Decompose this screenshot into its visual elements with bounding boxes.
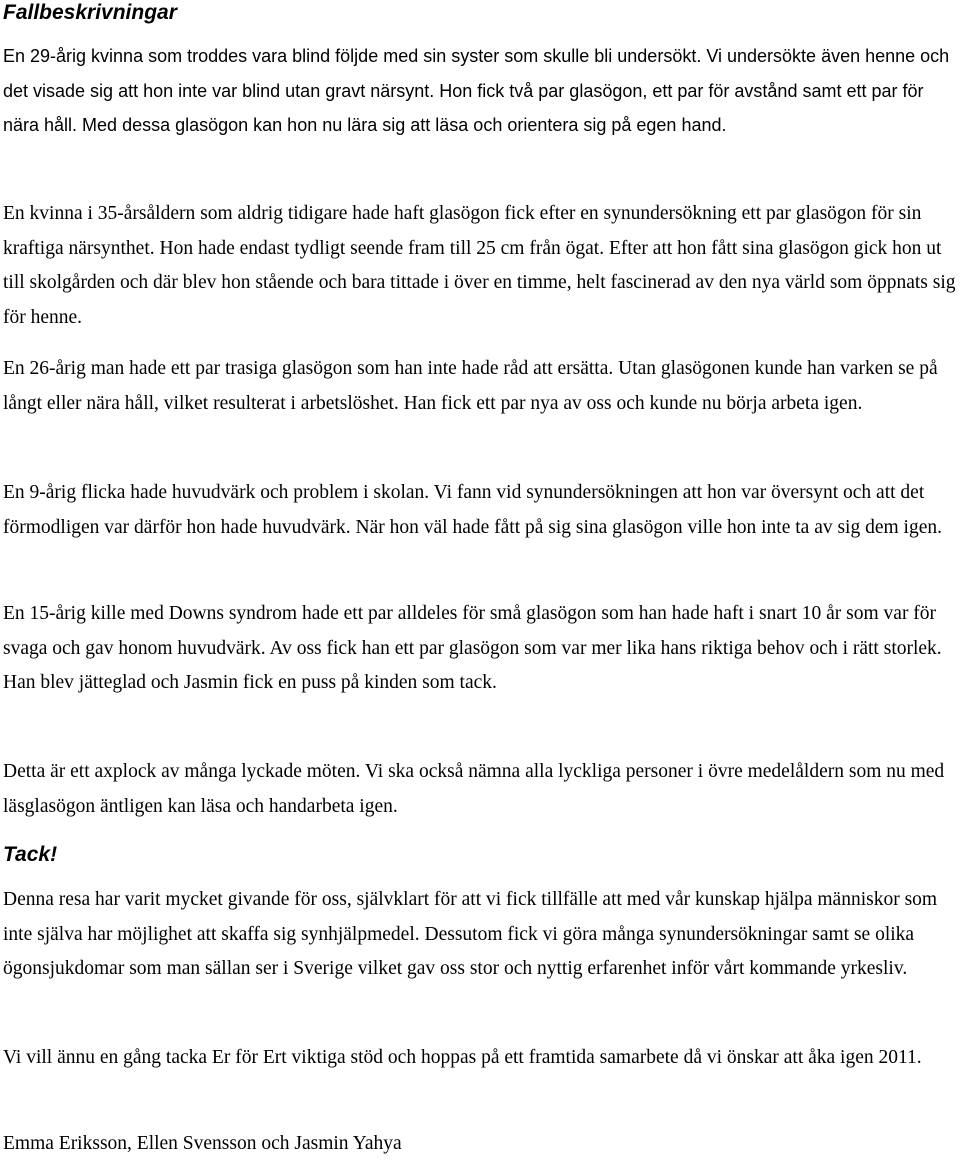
paragraph-case-3: En 26-årig man hade ett par trasiga glasögon som han inte hade råd att ersätta. Utan glasögonen kunde han varken se på långt eller nära håll, vilket resulterat i arbetslöshet. Han fick ett par nya av oss och kunde nu börja arbeta igen. xyxy=(3,358,938,414)
paragraph-case-2: En kvinna i 35-årsåldern som aldrig tidigare hade haft glasögon fick efter en synundersökning ett par glasögon för sin kraftiga närsynthet. Hon hade endast tydligt seende fram till 25 cm från ögat. Efter att hon fått sina glasögon gick hon ut till skolgården och där blev hon stående och bara tittade i över en timme, helt fascinerad av den nya värld som öppnats sig för henne. xyxy=(3,203,956,328)
paragraph-case-1: En 29-årig kvinna som troddes vara blind följde med sin syster som skulle bli undersökt. Vi undersökte även henne och det visade sig att hon inte var blind utan gravt närsynt. Hon fick två par glasögon, ett par för avstånd samt ett par för nära håll. Med dessa glasögon kan hon nu lära sig att läsa och orientera sig på egen hand. xyxy=(3,46,950,135)
paragraph-thanks-2: Vi vill ännu en gång tacka Er för Ert viktiga stöd och hoppas på ett framtida samarbete då vi önskar att åka igen 2011. xyxy=(3,1047,922,1068)
heading-cases: Fallbeskrivningar xyxy=(3,1,177,24)
paragraph-thanks-1: Denna resa har varit mycket givande för oss, självklart för att vi fick tillfälle att med vår kunskap hjälpa människor som inte själva har möjlighet att skaffa sig synhjälpmedel. Dessutom fick vi göra många synundersökningar samt se olika ögonsjukdomar som man sällan ser i Sverige vilket gav oss stor och nyttig erfarenhet inför vårt kommande yrkesliv. xyxy=(3,889,938,979)
heading-thanks: Tack! xyxy=(3,843,58,866)
paragraph-case-4: En 9-årig flicka hade huvudvärk och problem i skolan. Vi fann vid synundersökningen att hon var översynt och att det förmodligen var därför hon hade huvudvärk. När hon väl hade fått på sig sina glasögon ville hon inte ta av sig dem igen. xyxy=(3,482,942,538)
signature: Emma Eriksson, Ellen Svensson och Jasmin Yahya xyxy=(3,1133,402,1154)
paragraph-case-5: En 15-årig kille med Downs syndrom hade ett par alldeles för små glasögon som han hade haft i snart 10 år som var för svaga och gav honom huvudvärk. Av oss fick han ett par glasögon som var mer lika hans riktiga behov och i rätt storlek. Han blev jätteglad och Jasmin fick en puss på kinden som tack. xyxy=(3,603,942,693)
paragraph-summary: Detta är ett axplock av många lyckade möten. Vi ska också nämna alla lyckliga personer i övre medelåldern som nu med läsglasögon äntligen kan läsa och handarbeta igen. xyxy=(3,761,945,817)
